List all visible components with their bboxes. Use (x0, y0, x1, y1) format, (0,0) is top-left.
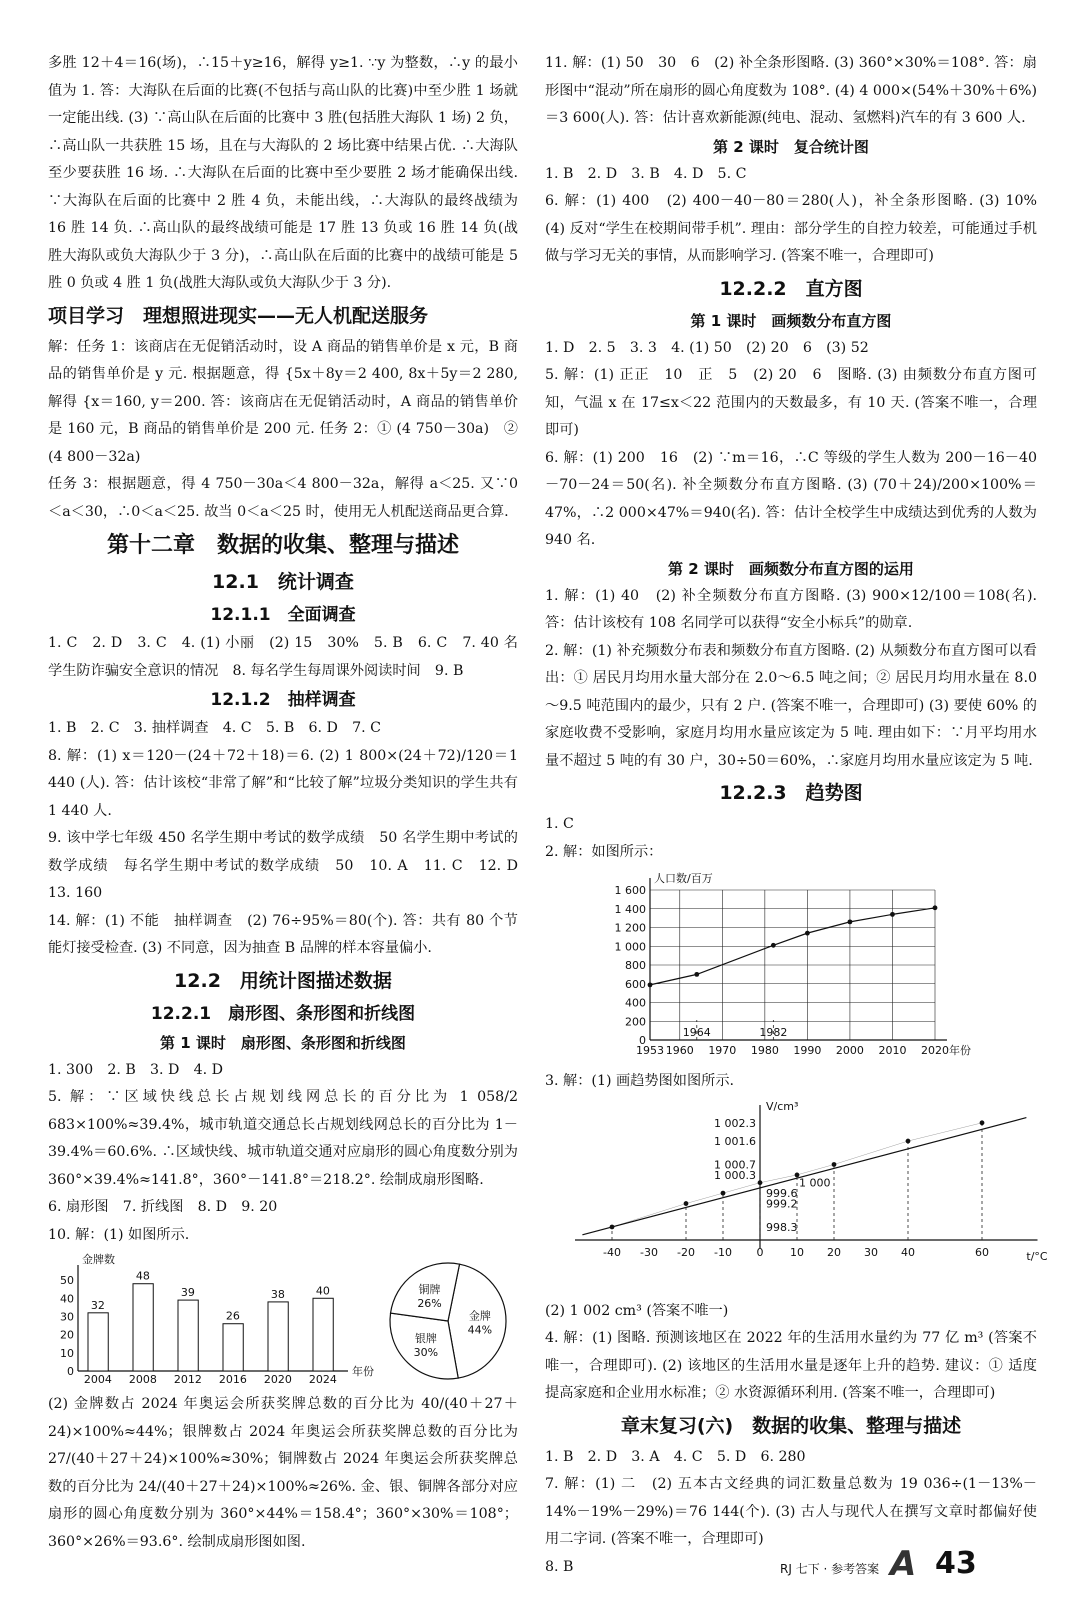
histogram-answer-6: 6. 解：(1) 200 16 (2) ∵m＝16，∴C 等级的学生人数为 200－16－40－70－24＝50(名). 补全频数分布直方图略. (3) (70＋24)/200×100%＝47%，∴2 000×47%＝940(名). 答：估计全校学生中成绩达到优秀的人数为 940 名. (545, 449, 1037, 548)
composite-answers-1-5: 1. B 2. D 3. B 4. D 5. C (545, 165, 747, 182)
pie-slice-percent: 26% (417, 1296, 442, 1310)
pop-x-tick: 2000 (835, 1044, 864, 1057)
vol-x-label: t/°C (1026, 1249, 1048, 1263)
vol-point (610, 1224, 615, 1229)
vol-x-tick: -40 (603, 1245, 621, 1259)
vol-x-tick: 60 (975, 1245, 989, 1259)
bar-y-label: 金牌数 (82, 1253, 115, 1266)
pop-annotation-label: 1964 (682, 1026, 711, 1039)
bar-2004 (88, 1313, 108, 1371)
bar-2020 (268, 1302, 288, 1371)
pie-slice-name: 银牌 (414, 1332, 437, 1346)
lesson-2-composite-heading: 第 2 课时 复合统计图 (713, 137, 869, 156)
bar-value-label: 40 (315, 1284, 330, 1298)
vol-point (980, 1120, 985, 1125)
vol-point (758, 1180, 763, 1185)
review-answers-1-6: 1. B 2. D 3. A 4. C 5. D 6. 280 (545, 1448, 806, 1465)
vol-x-tick: -10 (714, 1245, 732, 1259)
vol-value-label: 999.2 (766, 1197, 798, 1211)
pop-y-label: 人口数/百万 (654, 872, 713, 885)
pop-x-tick: 2020 (921, 1044, 949, 1057)
answers-1-4: 1. 300 2. B 3. D 4. D (48, 1061, 224, 1078)
bar-y-tick: 10 (60, 1346, 74, 1360)
pop-point-1990 (805, 931, 810, 936)
pop-point-2010 (890, 912, 895, 917)
usage-answer-2: 2. 解：(1) 补充频数分布表和频数分布直方图略. (2) 从频数分布直方图可以看出：① 居民月均用水量大部分在 2.0～6.5 吨之间；② 居民月均用水量在 8.0～9.5 吨范围内的最少，只有 2 户. (答案不唯一，合理即可) (3) 要使 60% 的家庭收费不受影响，家庭月均用水量应该定为 5 吨. 理由如下：∵月平均用水量不超过 5 吨的有 30 户，30÷50＝60%，∴家庭月均用水量应该定为 5 吨. (545, 642, 1037, 769)
usage-answer-1: 1. 解：(1) 40 (2) 补全频数分布直方图略. (3) 900×12/100＝108(名). 答：估计该校有 108 名同学可以获得“安全小标兵”的勋章. (545, 587, 1037, 631)
project-task-1: 解：任务 1：该商店在无促销活动时，设 A 商品的销售单价是 x 元，B 商品的销售单价是 y 元. 根据题意，得 {5x＋8y＝2 400, 8x＋5y＝2 280, 解得 {x＝160, y＝200. 答：该商店在无促销活动时，A 商品的销售单价是 160 元，B 商品的销售单价是 200 元. 任务 2：① (4 750－30a) ② (4 800－32a) (48, 338, 518, 465)
composite-answer-6: 6. 解：(1) 400 (2) 400－40－80＝280(人)，补全条形图略. (3) 10% (4) 反对“学生在校期间带手机”. 理由：部分学生的自控力较差，可能通过手机做与学习无关的事情，从而影响学习. (答案不唯一，合理即可) (545, 193, 1052, 264)
vol-value-label: 1 002.3 (714, 1116, 756, 1130)
vol-x-tick: 30 (864, 1245, 878, 1259)
answer-14: 14. 解：(1) 不能 抽样调查 (2) 76÷95%＝80(个). 答：共有 80 个节能灯接受检查. (3) 不同意，因为抽查 B 品牌的样本容量偏小. (48, 912, 518, 956)
medal-charts (48, 1253, 518, 1387)
page-footer (780, 1540, 1040, 1590)
bar-category-label: 2016 (218, 1373, 247, 1386)
trend-answer-3-part-2: (2) 1 002 cm³ (答案不唯一) (545, 1302, 729, 1319)
subsection-12-2-1: 12.2.1 扇形图、条形图和折线图 (150, 1003, 416, 1024)
medal-pie-chart (390, 1263, 506, 1379)
right-column (545, 50, 1052, 1581)
vol-point (906, 1138, 911, 1143)
trend-answer-3: 3. 解：(1) 画趋势图如图所示. (545, 1073, 735, 1089)
lesson-1-histogram-heading: 第 1 课时 画频数分布直方图 (690, 311, 892, 330)
pop-point-1964 (694, 972, 699, 977)
pop-y-tick: 600 (625, 977, 646, 991)
footer-text: RJ 七下 · 参考答案 (780, 1562, 880, 1576)
chapter-heading: 第十二章 数据的收集、整理与描述 (106, 533, 459, 558)
vol-value-label: 1 000.7 (714, 1157, 756, 1171)
bar-y-tick: 0 (67, 1365, 74, 1378)
pop-y-tick: 0 (639, 1034, 646, 1047)
pop-x-tick: 1980 (750, 1044, 779, 1057)
bar-value-label: 32 (90, 1298, 105, 1312)
vol-x-tick: -30 (640, 1245, 658, 1259)
pop-x-tick: 1953 (636, 1044, 664, 1057)
vol-x-tick: 0 (756, 1245, 764, 1259)
pop-point-1982 (771, 943, 776, 948)
bar-y-tick: 20 (60, 1328, 74, 1342)
bar-value-label: 48 (135, 1269, 150, 1283)
bar-category-label: 2004 (83, 1373, 112, 1386)
pop-y-tick: 200 (625, 1015, 646, 1029)
answer-10-part-2: (2) 金牌数占 2024 年奥运会所获奖牌总数的百分比为 40/(40＋27＋24)×100%≈44%；银牌数占 2024 年奥运会所获奖牌总数的百分比为 27/(40＋27＋24)×100%≈30%；铜牌数占 2024 年奥运会所获奖牌总数的百分比为 24/(40＋27＋24)×100%≈26%. 金、银、铜牌各部分对应扇形的圆心角度数分别为 360°×44%＝158.4°；360°×30%＝108°；360°×26%＝93.6°. 绘制成扇形图如图. (48, 1396, 518, 1550)
answers-6-9: 6. 扇形图 7. 折线图 8. D 9. 20 (48, 1199, 278, 1215)
answers-12-1-1: 1. C 2. D 3. C 4. (1) 小丽 (2) 15 30% 5. B 6. C 7. 40 名学生防诈骗安全意识的情况 8. 每名学生每周课外阅读时间 9. B (48, 635, 518, 679)
pie-slice-name: 铜牌 (418, 1282, 441, 1296)
bar-2012 (178, 1300, 198, 1371)
project-heading: 项目学习 理想照进现实——无人机配送服务 (48, 304, 429, 327)
vol-x-tick: 40 (901, 1245, 915, 1259)
section-12-2: 12.2 用统计图描述数据 (174, 969, 392, 992)
vol-value-label: 1 000.3 (714, 1168, 756, 1182)
histogram-answers-1-4: 1. D 2. 5 3. 3 4. (1) 50 (2) 20 6 (3) 52 (545, 339, 869, 356)
pop-y-tick: 1 000 (614, 940, 646, 954)
section-12-2-2: 12.2.2 直方图 (719, 277, 863, 300)
page-number: 43 (935, 1546, 977, 1581)
trend-answer-4: 4. 解：(1) 图略. 预测该地区在 2022 年的生活用水量约为 77 亿 m³ (答案不唯一，合理即可). (2) 该地区的生活用水量是逐年上升的趋势. 建议：① 适度提高家庭和企业用水标准；② 水资源循环利用. (答案不唯一，合理即可) (545, 1330, 1037, 1401)
histogram-answer-5: 5. 解：(1) 正正 10 正 5 (2) 20 6 图略. (3) 由频数分布直方图可知，气温 x 在 17≤x＜22 范围内的天数最多，有 10 天. (答案不唯一，合理即可) (545, 367, 1037, 438)
answer-11: 11. 解：(1) 50 30 6 (2) 补全条形图略. (3) 360°×30%＝108°. 答：扇形图中“混动”所在扇形的圆心角度数为 108°. (4) 4 000×(54%＋30%＋6%)＝3 600(人). 答：估计喜欢新能源(纯电、混动、氢燃料)汽车的有 3 600 人. (545, 55, 1037, 126)
vol-point (832, 1162, 837, 1167)
section-12-1: 12.1 统计调查 (212, 571, 354, 593)
review-answer-7: 7. 解：(1) 二 (2) 五本古文经典的词汇数量总数为 19 036÷(1－13%－14%－19%－29%)＝76 144(个). (3) 古人与现代人在撰写文章时都偏好使用二字词. (答案不唯一，合理即可) (545, 1476, 1037, 1547)
bar-x-label: 年份 (352, 1365, 374, 1378)
bar-value-label: 26 (225, 1309, 240, 1323)
pop-x-tick: 2010 (878, 1044, 907, 1057)
vol-x-tick: -20 (677, 1245, 695, 1259)
bar-category-label: 2008 (128, 1373, 157, 1386)
pop-x-tick: 1990 (793, 1044, 822, 1057)
gold-bar-chart (60, 1252, 374, 1386)
pop-x-tick: 1960 (665, 1044, 694, 1057)
trend-answer-2: 2. 解：如图所示： (545, 843, 663, 860)
vol-x-tick: 20 (827, 1245, 841, 1259)
pop-y-tick: 1 600 (614, 884, 646, 897)
bar-category-label: 2024 (308, 1373, 337, 1386)
subsection-12-2-3: 12.2.3 趋势图 (719, 782, 863, 804)
pop-y-tick: 400 (625, 996, 646, 1010)
pie-slice-percent: 44% (467, 1323, 493, 1337)
pie-slice-name: 金牌 (468, 1309, 491, 1323)
pop-point-2000 (848, 919, 853, 924)
pop-annotation-label: 1982 (759, 1026, 788, 1039)
vol-point (721, 1190, 726, 1195)
chapter-review-heading: 章末复习(六) 数据的收集、整理与描述 (620, 1414, 962, 1437)
left-column (48, 50, 533, 1556)
medal-charts-svg (48, 1253, 518, 1386)
pop-point-2020 (933, 905, 938, 910)
top-paragraph: 多胜 12＋4＝16(场)，∴15＋y≥16，解得 y≥1. ∵y 为整数，∴y 的最小值为 1. 答：大海队在后面的比赛(不包括与高山队的比赛)中至少胜 1 场就一定能出线. (3) ∵高山队在后面的比赛中 3 胜(包括胜大海队 1 场) 2 负，∴高山队一共获胜 15 场，且在与大海队的 2 场比赛中结果占优. ∴大海队至少要获胜 16 场. ∴大海队在后面的比赛中至少要胜 2 场才能确保出线. ∵大海队在后面的比赛中 2 胜 4 负，未能出线，∴大海队的最终战绩为 16 胜 14 负. ∴高山队的最终战绩可能是 17 胜 13 负或 16 胜 14 负(战胜大海队或负大海队少于 3 分)，∴高山队在后面的比赛中的战绩可能是 5 胜 0 负或 4 胜 1 负(战胜大海队或负大海队少于 3 分). (48, 55, 518, 291)
pop-point-1953 (648, 982, 653, 987)
population-chart (545, 870, 1037, 1064)
answer-5: 5. 解：∵区域快线总长占规划线网总长的百分比为 1 058/2 683×100%≈39.4%，城市轨道交通总长占规划线网总长的百分比为 1－39.4%＝60.6%. ∴区域快线、城市轨道交通对应扇形的圆心角度数分别为 360°×39.4%≈141.8°，360°－141.8°＝218.2°. 绘制成扇形图略. (48, 1089, 518, 1188)
population-chart-svg (545, 870, 1037, 1060)
bar-y-tick: 30 (60, 1310, 74, 1324)
answer-8: 8. 解：(1) x＝120－(24＋72＋18)＝6. (2) 1 800×(24＋72)/120＝1 440 (人). 答：估计该校“非常了解”和“比较了解”垃圾分类知识的学生共有 1 440 人. (48, 747, 518, 819)
pop-x-tick: 1970 (708, 1044, 737, 1057)
vol-y-label: V/cm³ (766, 1099, 799, 1113)
bar-2016 (223, 1324, 243, 1371)
volume-chart-svg (545, 1099, 1048, 1290)
bar-y-tick: 40 (60, 1292, 74, 1306)
bar-2008 (133, 1284, 153, 1371)
pop-y-tick: 1 400 (614, 902, 646, 916)
bar-y-tick: 50 (60, 1274, 74, 1288)
vol-value-label: 1 001.6 (714, 1134, 756, 1148)
bar-2024 (313, 1298, 333, 1371)
pop-y-tick: 1 200 (614, 921, 646, 935)
vol-value-label: 998.3 (766, 1220, 798, 1234)
bar-value-label: 38 (270, 1287, 285, 1301)
lesson-1-heading: 第 1 课时 扇形图、条形图和折线图 (160, 1033, 406, 1052)
bar-category-label: 2020 (263, 1373, 292, 1386)
volume-chart (545, 1099, 1048, 1294)
answer-10: 10. 解：(1) 如图所示. (48, 1226, 190, 1243)
vol-value-label: 1 000 (799, 1176, 831, 1190)
bar-category-label: 2012 (173, 1373, 202, 1386)
review-answer-8: 8. B (545, 1558, 574, 1575)
subsection-12-1-1: 12.1.1 全面调查 (210, 605, 356, 625)
pop-x-label: 年份 (949, 1044, 971, 1057)
pop-y-tick: 800 (625, 959, 646, 972)
bar-value-label: 39 (180, 1286, 195, 1300)
answer-9-13: 9. 该中学七年级 450 名学生期中考试的数学成绩 50 名学生期中考试的数学成绩 每名学生期中考试的数学成绩 50 10. A 11. C 12. D 13. 160 (48, 830, 533, 901)
vol-x-tick: 10 (790, 1245, 804, 1259)
pie-slice-percent: 30% (413, 1346, 439, 1360)
lesson-2-histogram-heading: 第 2 课时 画频数分布直方图的运用 (668, 559, 914, 578)
brand-logo: A (890, 1544, 917, 1584)
vol-point (684, 1201, 689, 1206)
project-task-3: 任务 3：根据题意，得 4 750－30a＜4 800－32a，解得 a＜25. 又∵0＜a＜30，∴0＜a＜25. 故当 0＜a＜25 时，使用无人机配送商品更合算. (48, 476, 518, 520)
subsection-12-1-2: 12.1.2 抽样调查 (210, 690, 356, 710)
trend-answer-1: 1. C (545, 816, 574, 832)
vol-value-label: 999.6 (766, 1186, 798, 1200)
answers-12-1-2: 1. B 2. C 3. 抽样调查 4. C 5. B 6. D 7. C (48, 720, 381, 736)
